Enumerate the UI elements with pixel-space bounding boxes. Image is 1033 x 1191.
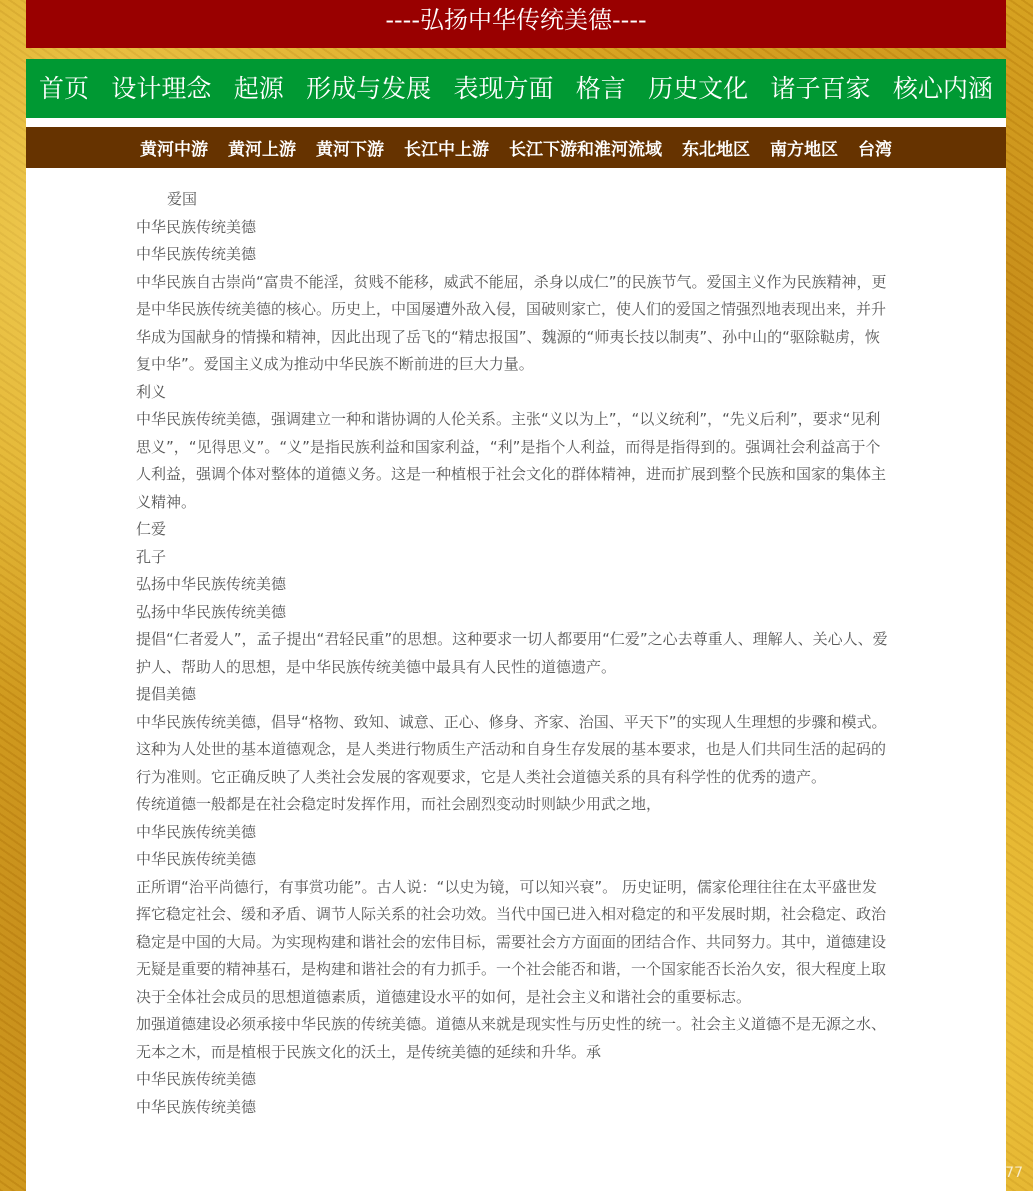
section-heading: 爱国 bbox=[167, 190, 198, 208]
paragraph: 中华民族传统美德，倡导“格物、致知、诚意、正心、修身、齐家、治国、平天下”的实现人生理想的步骤和模式。这种为人处世的基本道德观念，是人类进行物质生产活动和自身生存发展的基本要求，也是人们共同生活的起码的行为准则。它正确反映了人类社会发展的客观要求，它是人类社会道德关系的具有科学性的优秀的遗产。 bbox=[136, 712, 887, 786]
image-caption: 中华民族传统美德 bbox=[136, 850, 257, 868]
image-caption: 弘扬中华民族传统美德 bbox=[136, 575, 287, 593]
image-caption: 中华民族传统美德 bbox=[136, 1097, 257, 1116]
paragraph: 中华民族传统美德，强调建立一种和谐协调的人伦关系。主张“义以为上”，“以义统利”，“先义后利”，要求“见利思义”，“见得思义”。“义”是指民族利益和国家利益，“利”是指个人利益，而得是指得到的。强调社会利益高于个人利益，强调个体对整体的道德义务。这是一种植根于社会文化的群体精神，进而扩展到整个民族和国家的集体主义精神。 bbox=[136, 410, 887, 511]
region-yangtze-middle-upper[interactable]: 长江中上游 bbox=[404, 140, 489, 160]
region-yellow-river-middle[interactable]: 黄河中游 bbox=[140, 140, 208, 160]
section-heading: 仁爱 bbox=[136, 520, 167, 538]
nav-history-culture[interactable]: 历史文化 bbox=[648, 74, 749, 103]
site-title: ----弘扬中华传统美德---- bbox=[26, 0, 1006, 48]
page-wrapper bbox=[26, 0, 1006, 1191]
nav-design-concept[interactable]: 设计理念 bbox=[111, 74, 212, 103]
region-nav bbox=[26, 127, 1006, 168]
section-heading: 利义 bbox=[136, 382, 167, 401]
image-caption: 中华民族传统美德 bbox=[136, 1070, 257, 1088]
image-caption: 中华民族传统美德 bbox=[136, 245, 257, 263]
nav-hundred-schools[interactable]: 诸子百家 bbox=[770, 74, 871, 103]
nav-manifestations[interactable]: 表现方面 bbox=[453, 74, 554, 103]
region-south[interactable]: 南方地区 bbox=[770, 140, 838, 160]
paragraph: 提倡“仁者爱人”，孟子提出“君轻民重”的思想。这种要求一切人都要用“仁爱”之心去尊重人、理解人、关心人、爱护人、帮助人的思想，是中华民族传统美德中最具有人民性的道德遗产。 bbox=[136, 630, 888, 676]
header-spacer bbox=[26, 48, 1006, 59]
nav-core-connotation[interactable]: 核心内涵 bbox=[892, 74, 993, 103]
nav-origin[interactable]: 起源 bbox=[233, 74, 284, 103]
region-yangtze-lower-huai[interactable]: 长江下游和淮河流域 bbox=[509, 140, 662, 160]
image-caption: 中华民族传统美德 bbox=[136, 822, 257, 841]
paragraph: 正所谓“治平尚德行，有事赏功能”。古人说：“以史为镜，可以知兴衰”。 历史证明，儒家伦理往往在太平盛世发挥它稳定社会、缓和矛盾、调节人际关系的社会功效。当代中国已进入相对稳定的和平发展时期，社会稳定、政治稳定是中国的大局。为实现构建和谐社会的宏伟目标，需要社会方方面面的团结合作、共同努力。其中，道德建设无疑是重要的精神基石，是构建和谐社会的有力抓手。一个社会能否和谐，一个国家能否长治久安，很大程度上取决于全体社会成员的思想道德素质，道德建设水平的如何，是社会主义和谐社会的重要标志。 bbox=[136, 877, 887, 1006]
image-caption: 中华民族传统美德 bbox=[136, 217, 257, 236]
paragraph: 传统道德一般都是在社会稳定时发挥作用，而社会剧烈变动时则缺少用武之地， bbox=[136, 795, 662, 813]
region-taiwan[interactable]: 台湾 bbox=[858, 140, 892, 160]
image-caption: 弘扬中华民族传统美德 bbox=[136, 602, 287, 621]
image-caption: 孔子 bbox=[136, 547, 167, 566]
main-nav bbox=[26, 59, 1006, 118]
paragraph: 加强道德建设必须承接中华民族的传统美德。道德从来就是现实性与历史性的统一。社会主义道德不是无源之水、无本之木，而是植根于民族文化的沃土，是传统美德的延续和升华。承 bbox=[136, 1015, 887, 1061]
watermark: https://blog.csdn.net/ruan365392777 bbox=[760, 1165, 1023, 1181]
nav-formation-development[interactable]: 形成与发展 bbox=[306, 74, 432, 103]
section-heading: 提倡美德 bbox=[136, 685, 197, 703]
region-yellow-river-lower[interactable]: 黄河下游 bbox=[316, 140, 384, 160]
nav-maxims[interactable]: 格言 bbox=[575, 74, 626, 103]
nav-home[interactable]: 首页 bbox=[39, 74, 90, 103]
nav-divider bbox=[26, 118, 1006, 127]
region-yellow-river-upper[interactable]: 黄河上游 bbox=[228, 140, 296, 160]
article-content bbox=[26, 168, 1006, 1191]
paragraph: 中华民族自古崇尚“富贵不能淫，贫贱不能移，威武不能屈，杀身以成仁”的民族节气。爱国主义作为民族精神，更是中华民族传统美德的核心。历史上，中国屡遭外敌入侵，国破则家亡，使人们的爱国之情强烈地表现出来，并升华成为国献身的情操和精神，因此出现了岳飞的“精忠报国”、魏源的“师夷长技以制夷”、孙中山的“驱除鞑虏，恢复中华”。爱国主义成为推动中华民族不断前进的巨大力量。 bbox=[136, 272, 887, 373]
region-northeast[interactable]: 东北地区 bbox=[682, 140, 750, 160]
